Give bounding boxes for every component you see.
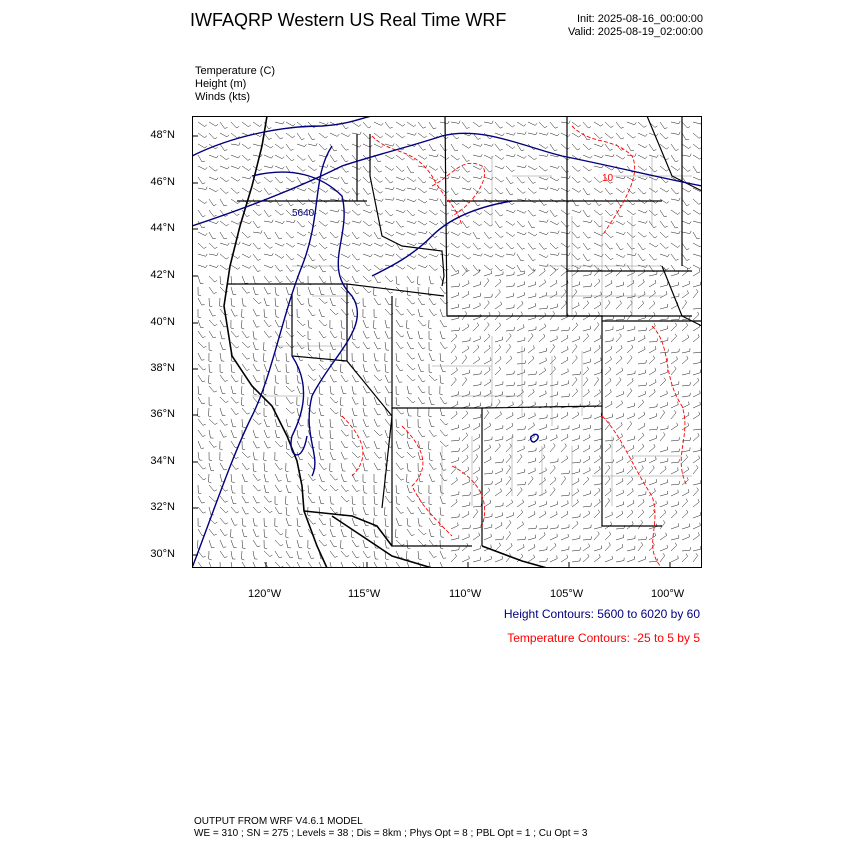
lat-label: 40°N	[150, 316, 175, 328]
lat-label: 36°N	[150, 408, 175, 420]
lon-label: 100°W	[651, 588, 685, 600]
lat-label: 44°N	[150, 222, 175, 234]
lon-label: 120°W	[248, 588, 282, 600]
lat-label: 38°N	[150, 362, 175, 374]
field-height-label: Height (m)	[195, 78, 247, 90]
model-info-details: WE = 310 ; SN = 275 ; Levels = 38 ; Dis = 8km ; Phys Opt = 8 ; PBL Opt = 1 ; Cu Opt = 3	[194, 828, 588, 839]
map-panel	[192, 116, 702, 568]
lat-label: 30°N	[150, 548, 175, 560]
init-time: Init: 2025-08-16_00:00:00	[577, 13, 703, 25]
lat-label: 48°N	[150, 129, 175, 141]
map-canvas	[192, 116, 702, 568]
valid-time: Valid: 2025-08-19_02:00:00	[568, 26, 703, 38]
lat-label: 46°N	[150, 176, 175, 188]
lat-label: 42°N	[150, 269, 175, 281]
height-contours-legend: Height Contours: 5600 to 6020 by 60	[503, 607, 700, 621]
field-winds-label: Winds (kts)	[195, 91, 250, 103]
field-temperature-label: Temperature (C)	[195, 65, 276, 77]
lon-label: 105°W	[550, 588, 584, 600]
temperature-contour-label: 10	[602, 173, 614, 184]
plot-title: IWFAQRP Western US Real Time WRF	[190, 10, 507, 30]
lat-label: 32°N	[150, 501, 175, 513]
lon-label: 115°W	[348, 588, 381, 600]
lon-label: 110°W	[449, 588, 482, 600]
height-contour-label: 5640	[292, 208, 315, 219]
lat-label: 34°N	[150, 455, 175, 467]
temperature-contours-legend: Temperature Contours: -25 to 5 by 5	[507, 631, 700, 645]
model-info-title: OUTPUT FROM WRF V4.6.1 MODEL	[194, 816, 363, 827]
map-background	[192, 116, 702, 568]
